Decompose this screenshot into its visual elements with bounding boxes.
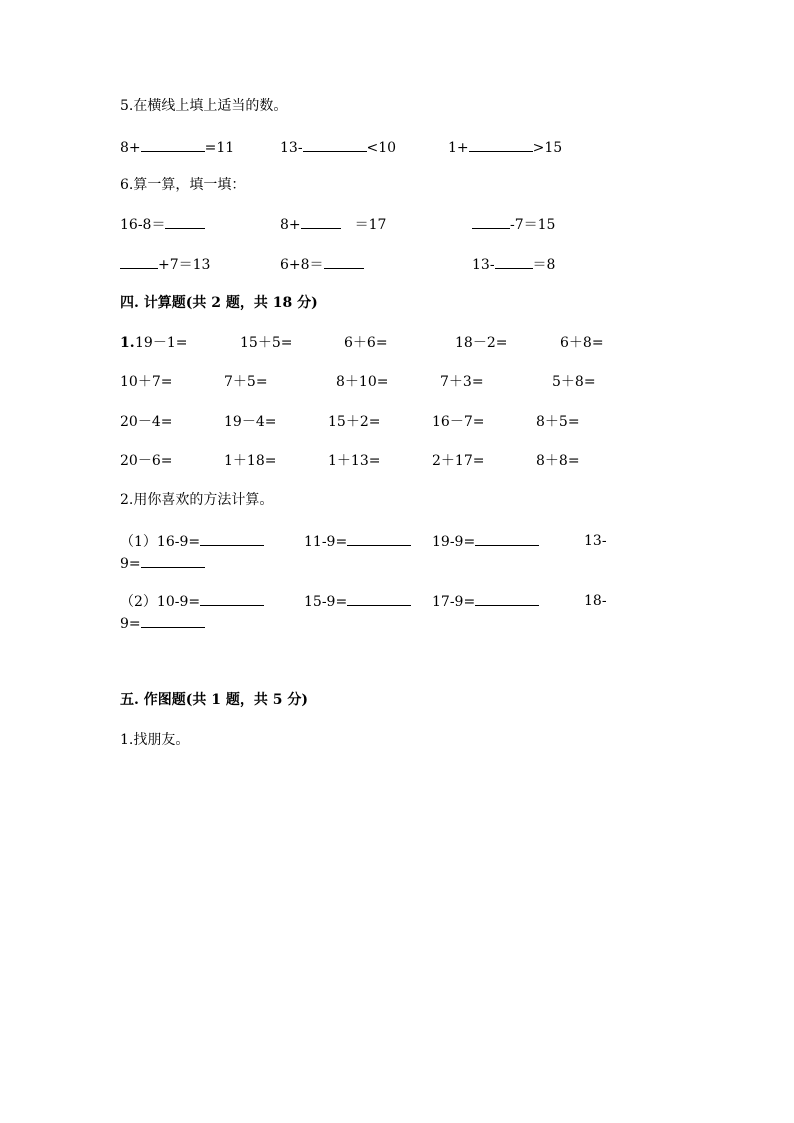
- answer-blank[interactable]: [469, 137, 533, 152]
- section-5-heading: 五. 作图题(共 1 题，共 5 分): [120, 692, 308, 708]
- q2-expr: 16-9=: [156, 534, 201, 550]
- q5-item-3-post: >15: [532, 140, 563, 156]
- calc-item: 18－2=: [455, 335, 508, 351]
- answer-blank[interactable]: [303, 137, 367, 152]
- q6-post: ＝8: [532, 257, 556, 273]
- q2-row2-item-1: [120, 591, 264, 611]
- q6-row1-item-1: [120, 214, 205, 234]
- q2-row1-item-3: [432, 531, 539, 551]
- calc-item: 8＋8=: [536, 453, 580, 469]
- calc-item: 7＋5=: [224, 374, 268, 390]
- q2-expr: 15-9=: [304, 594, 348, 610]
- answer-blank[interactable]: [141, 553, 205, 568]
- answer-blank[interactable]: [141, 613, 205, 628]
- q2-prefix: （1）: [120, 534, 157, 550]
- q2-row1-wrap-head: 13-: [584, 533, 607, 549]
- q6-pre: 13-: [472, 257, 495, 273]
- q2-expr: 17-9=: [432, 594, 476, 610]
- drawing-question-1: 1.找朋友。: [120, 732, 190, 748]
- section-4-heading: 四. 计算题(共 2 题，共 18 分): [120, 295, 318, 311]
- answer-blank[interactable]: [120, 254, 158, 269]
- q6-post: -7＝15: [510, 217, 556, 233]
- q6-row2-item-2: [280, 254, 364, 274]
- answer-blank[interactable]: [347, 531, 411, 546]
- calc-item: 16－7=: [432, 414, 485, 430]
- q2-expr: 9=: [120, 616, 141, 632]
- q2-row2-item-4: [120, 613, 205, 633]
- q5-item-2-pre: 13-: [280, 140, 303, 156]
- q2-row1-item-4: [120, 553, 205, 573]
- q2-expr: 19-9=: [432, 534, 476, 550]
- answer-blank[interactable]: [200, 531, 264, 546]
- q2-expr: 10-9=: [156, 594, 201, 610]
- q6-pre: 8+: [280, 217, 301, 233]
- answer-blank[interactable]: [200, 591, 264, 606]
- q2-row2-item-3: [432, 591, 539, 611]
- q5-item-1: [120, 137, 234, 157]
- calc-item: 6＋6=: [344, 335, 388, 351]
- calc-item: 1＋13=: [328, 453, 381, 469]
- q6-pre: 16-8＝: [120, 217, 166, 233]
- calc-item: 10＋7=: [120, 374, 173, 390]
- q2-prefix: （2）: [120, 594, 157, 610]
- answer-blank[interactable]: [472, 214, 510, 229]
- question-5-title: 5.在横线上填上适当的数。: [120, 98, 288, 114]
- calc-item: 2＋17=: [432, 453, 485, 469]
- calc-item: 19－4=: [224, 414, 277, 430]
- calc-item: 19－1=: [135, 335, 188, 351]
- question-6-title: 6.算一算，填一填：: [120, 177, 246, 193]
- calc-item: 6＋8=: [560, 335, 604, 351]
- calc-item: 8＋10=: [336, 374, 389, 390]
- answer-blank[interactable]: [495, 254, 533, 269]
- q2-row1-item-1: [120, 531, 264, 551]
- q6-row2-item-3: [472, 254, 555, 274]
- calc-item: 15＋2=: [328, 414, 381, 430]
- q5-item-1-pre: 8+: [120, 140, 141, 156]
- q6-post: +7＝13: [158, 257, 211, 273]
- answer-blank[interactable]: [301, 214, 341, 229]
- q5-item-3-pre: 1+: [448, 140, 469, 156]
- answer-blank[interactable]: [475, 591, 539, 606]
- q2-row1-item-2: [304, 531, 411, 551]
- calc-item: 20－4=: [120, 414, 173, 430]
- calc-item: 20－6=: [120, 453, 173, 469]
- calc-item: 7＋3=: [440, 374, 484, 390]
- answer-blank[interactable]: [475, 531, 539, 546]
- calc-item: 8＋5=: [536, 414, 580, 430]
- q6-row1-item-3: [472, 214, 555, 234]
- answer-blank[interactable]: [347, 591, 411, 606]
- answer-blank[interactable]: [324, 254, 364, 269]
- question-2-title: 2.用你喜欢的方法计算。: [120, 492, 274, 508]
- answer-blank[interactable]: [141, 137, 205, 152]
- q2-row2-wrap-head: 18-: [584, 593, 607, 609]
- q6-post: ＝17: [354, 217, 387, 233]
- q5-item-2: [280, 137, 396, 157]
- calc-item: 1＋18=: [224, 453, 277, 469]
- q1-label: 1.: [120, 335, 135, 351]
- q2-row2-item-2: [304, 591, 411, 611]
- answer-blank[interactable]: [165, 214, 205, 229]
- calc-item: 15＋5=: [240, 335, 293, 351]
- q5-item-2-post: <10: [366, 140, 397, 156]
- q2-expr: 11-9=: [304, 534, 348, 550]
- q6-row1-item-2: [280, 214, 386, 234]
- q6-pre: 6+8＝: [280, 257, 324, 273]
- q2-expr: 9=: [120, 556, 141, 572]
- q5-item-3: [448, 137, 562, 157]
- q5-item-1-post: =11: [204, 140, 235, 156]
- q6-row2-item-1: [120, 254, 210, 274]
- calc-item: 5＋8=: [552, 374, 596, 390]
